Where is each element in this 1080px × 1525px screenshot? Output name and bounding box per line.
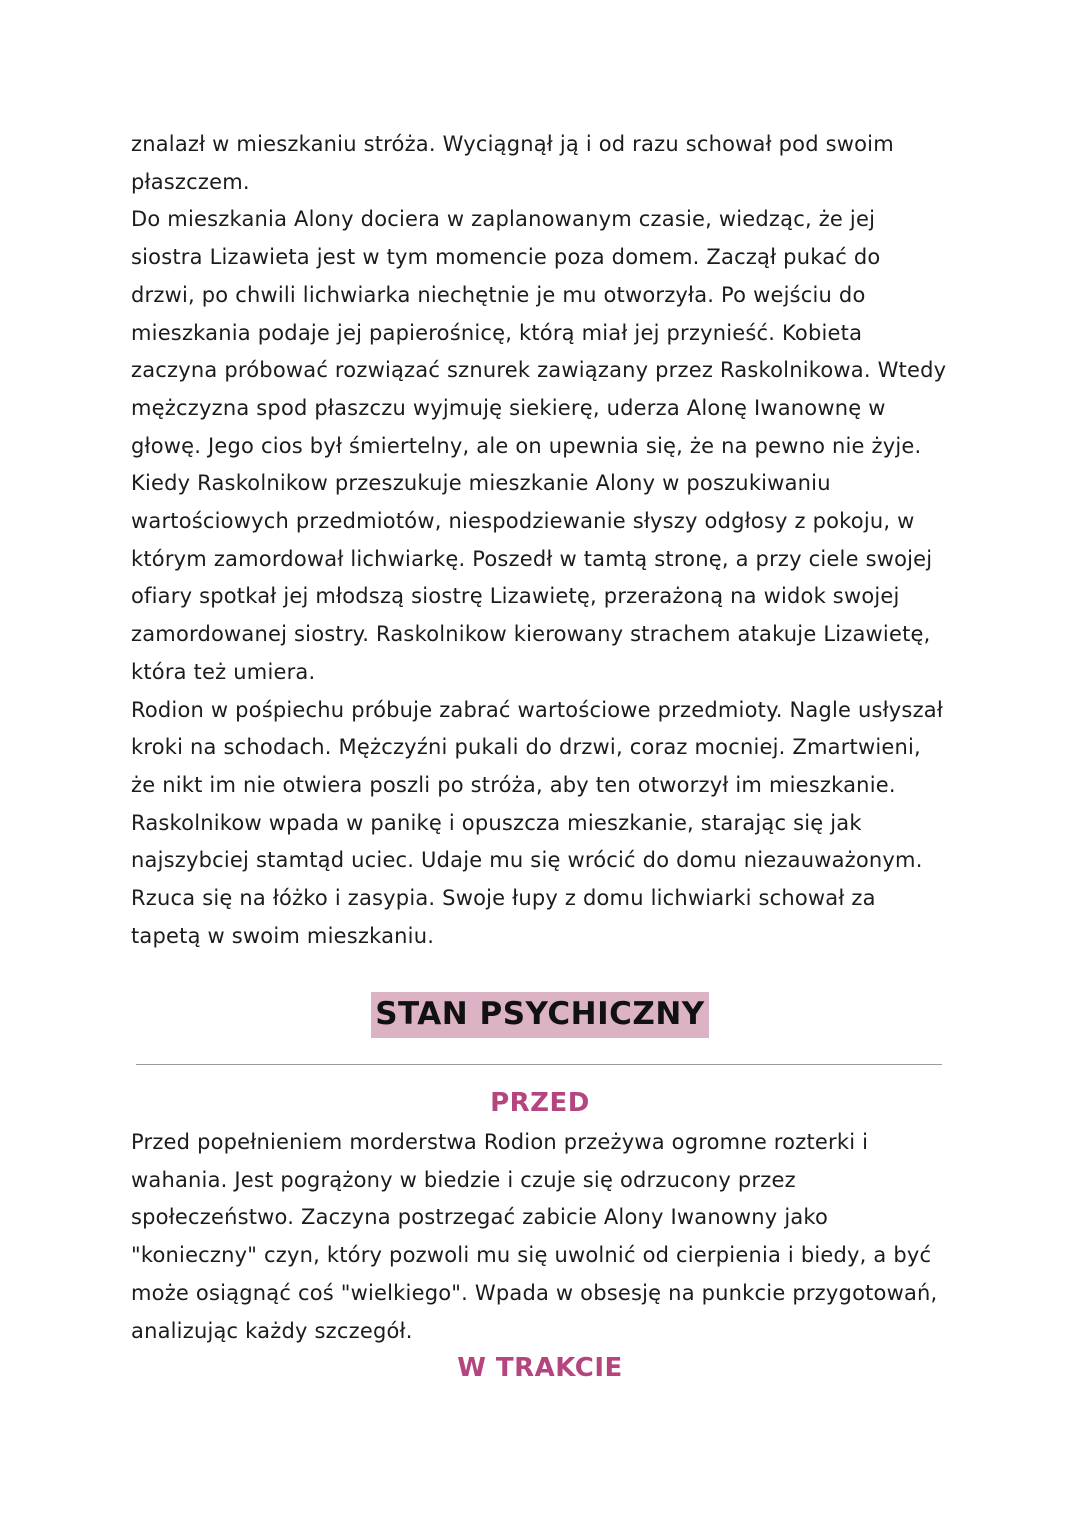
paragraph-2: Do mieszkania Alony dociera w zaplanowanym czasie, wiedząc, że jej siostra Lizawieta jest w tym momencie poza domem. Zaczął pukać do drzwi, po chwili lichwiarka niechętnie je mu otworzyła. Po wejściu do mieszkania podaje jej papierośnicę, którą miał jej przynieść. Kobieta zaczyna próbować rozwiązać sznurek zawiązany przez Raskolnikowa. Wtedy mężczyzna spod płaszczu wyjmuję siekierę, uderza Alonę Iwanownę w głowę. Jego cios był śmiertelny, ale on upewnia się, że na pewno nie żyje. Kiedy Raskolnikow przeszukuje mieszkanie Alony w poszukiwaniu wartościowych przedmiotów, niespodziewanie słyszy odgłosy z pokoju, w którym zamordował lichwiarkę. Poszedł w tamtą stronę, a przy ciele swojej ofiary spotkał jej młodszą siostrę Lizawietę, przerażoną na widok swojej zamordowanej siostry. Raskolnikow kierowany strachem atakuje Lizawietę, która też umiera. (131, 207, 947, 684)
section-title-text: STAN PSYCHICZNY (371, 992, 709, 1038)
subheading-przed: PRZED (490, 1088, 590, 1118)
przed-text-block (131, 1124, 951, 1350)
subheading-w-trakcie: W TRAKCIE (457, 1353, 623, 1383)
divider (136, 1064, 942, 1065)
paragraph-przed: Przed popełnieniem morderstwa Rodion przeżywa ogromne rozterki i wahania. Jest pogrążony w biedzie i czuje się odrzucony przez społeczeństwo. Zaczyna postrzegać zabicie Alony Iwanowny jako "konieczny" czyn, który pozwoli mu się uwolnić od cierpienia i biedy, a być może osiągnąć coś "wielkiego". Wpada w obsesję na punkcie przygotowań, analizując każdy szczegół. (131, 1130, 938, 1343)
main-text-block (131, 126, 951, 955)
paragraph-3: Rodion w pośpiechu próbuje zabrać wartościowe przedmioty. Nagle usłyszał kroki na schodach. Mężczyźni pukali do drzwi, coraz mocniej. Zmartwieni, że nikt im nie otwiera poszli po stróża, aby ten otworzył im mieszkanie. Raskolnikow wpada w panikę i opuszcza mieszkanie, starając się jak najszybciej stamtąd uciec. Udaje mu się wrócić do domu niezauważonym. Rzuca się na łóżko i zasypia. Swoje łupy z domu lichwiarki schował za tapetą w swoim mieszkaniu. (131, 697, 944, 948)
paragraph-1: znalazł w mieszkaniu stróża. Wyciągnął ją i od razu schował pod swoim płaszczem. (131, 132, 894, 194)
section-title (0, 992, 1080, 1038)
